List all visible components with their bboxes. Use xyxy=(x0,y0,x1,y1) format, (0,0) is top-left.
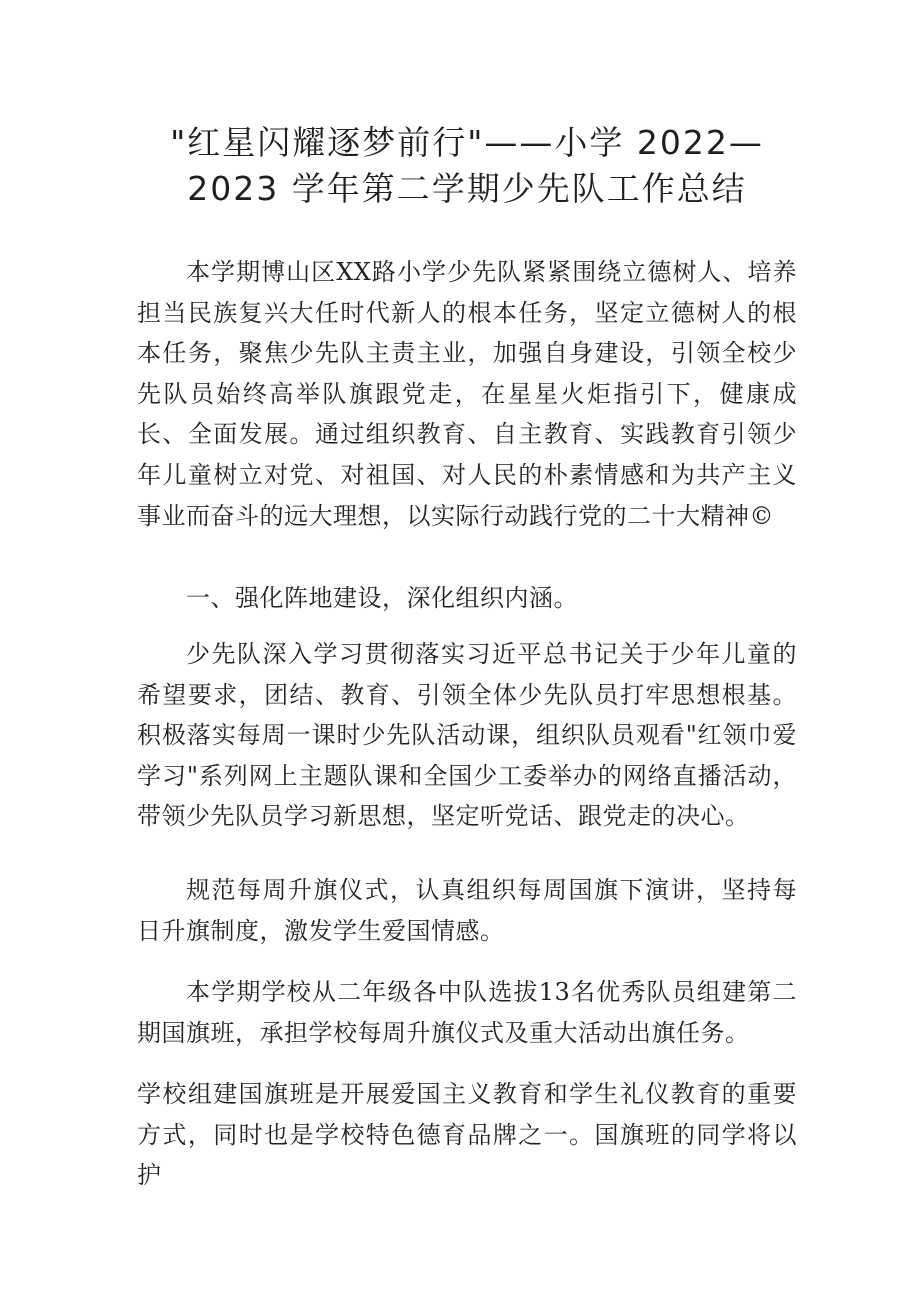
title-line-2: 2023 学年第二学期少先队工作总结 xyxy=(187,169,747,208)
section-paragraph: 本学期学校从二年级各中队选拔13名优秀队员组建第二期国旗班，承担学校每周升旗仪式及重大活动出旗任务。 xyxy=(137,978,797,1047)
section-paragraph: 少先队深入学习贯彻落实习近平总书记关于少年儿童的希望要求，团结、教育、引领全体少先队员打牢思想根基。积极落实每周一课时少先队活动课，组织队员观看"红领巾爱学习"系列网上主题队课和全国少工委举办的网络直播活动，带领少先队员学习新思想，坚定听党话、跟党走的决心。 xyxy=(137,640,797,831)
document-title xyxy=(137,120,797,212)
title-line-1: "红星闪耀逐梦前行"——小学 2022— xyxy=(170,123,764,162)
section-paragraph: 学校组建国旗班是开展爱国主义教育和学生礼仪教育的重要方式，同时也是学校特色德育品牌之一。国旗班的同学将以护 xyxy=(137,1080,797,1190)
section-heading: 一、强化阵地建设，深化组织内涵。 xyxy=(186,584,578,612)
section-paragraph: 规范每周升旗仪式，认真组织每周国旗下演讲，坚持每日升旗制度，激发学生爱国情感。 xyxy=(137,876,797,945)
intro-paragraph: 本学期博山区XX路小学少先队紧紧围绕立德树人、培养担当民族复兴大任时代新人的根本任务，坚定立德树人的根本任务，聚焦少先队主责主业，加强自身建设，引领全校少先队员始终高举队旗跟党走，在星星火炬指引下，健康成长、全面发展。通过组织教育、自主教育、实践教育引领少年儿童树立对党、对祖国、对人民的朴素情感和为共产主义事业而奋斗的远大理想，以实际行动践行党的二十大精神© xyxy=(137,258,797,530)
